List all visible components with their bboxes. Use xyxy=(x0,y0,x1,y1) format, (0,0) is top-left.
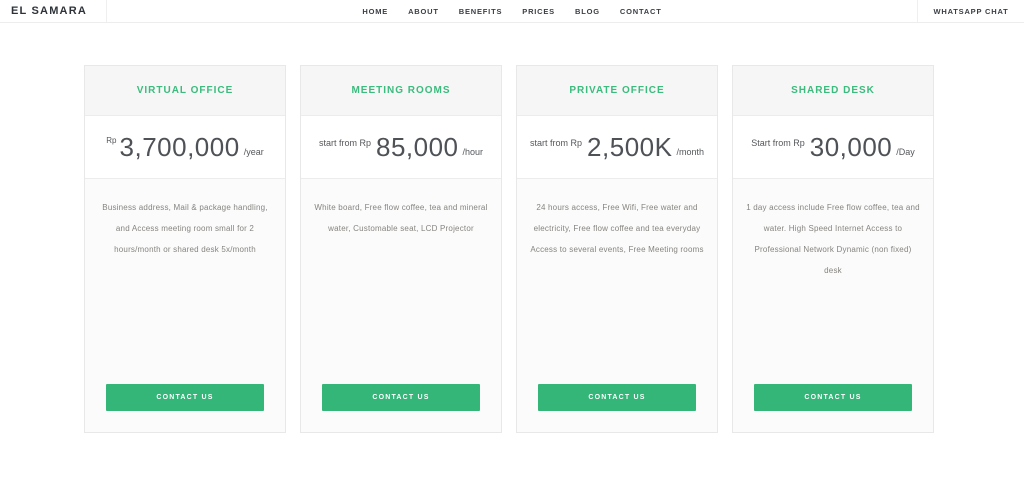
card-description: White board, Free flow coffee, tea and mineral water, Customable seat, LCD Projector xyxy=(314,203,488,233)
price-period: /Day xyxy=(896,147,915,157)
card-title: VIRTUAL OFFICE xyxy=(85,66,285,116)
pricing-card-virtual-office xyxy=(84,65,286,433)
price-amount: 3,700,000 xyxy=(119,132,240,162)
price-row xyxy=(517,116,717,179)
card-description: Business address, Mail & package handling, and Access meeting room small for 2 hours/month or shared desk 5x/month xyxy=(102,203,268,254)
price-row xyxy=(733,116,933,179)
card-description: 1 day access include Free flow coffee, tea and water. High Speed Internet Access to Professional Network Dynamic (non fixed) desk xyxy=(746,203,920,275)
nav-item-prices[interactable]: PRICES xyxy=(522,6,555,16)
pricing-card-shared-desk xyxy=(732,65,934,433)
card-title: MEETING ROOMS xyxy=(301,66,501,116)
card-body xyxy=(85,179,285,432)
pricing-card-meeting-rooms xyxy=(300,65,502,433)
contact-us-button[interactable]: CONTACT US xyxy=(754,384,912,411)
logo[interactable]: EL SAMARA xyxy=(0,0,107,22)
price-period: /hour xyxy=(462,147,484,157)
pricing-section xyxy=(0,23,1024,433)
card-title: PRIVATE OFFICE xyxy=(517,66,717,116)
price-amount: 2,500K xyxy=(587,132,673,162)
price-row xyxy=(85,116,285,179)
nav-item-about[interactable]: ABOUT xyxy=(408,6,439,16)
contact-us-button[interactable]: CONTACT US xyxy=(322,384,480,411)
price-period: /month xyxy=(676,147,704,157)
price-prefix: Start from Rp xyxy=(751,138,805,148)
top-nav-bar xyxy=(0,0,1024,23)
card-body xyxy=(733,179,933,432)
card-description: 24 hours access, Free Wifi, Free water and electricity, Free flow coffee and tea everyday Access to several events, Free Meeting rooms xyxy=(530,203,704,254)
price-amount: 30,000 xyxy=(809,132,893,162)
nav-item-contact[interactable]: CONTACT xyxy=(619,6,662,16)
price-row xyxy=(301,116,501,179)
price-period: /year xyxy=(243,147,264,157)
price-amount: 85,000 xyxy=(375,132,459,162)
card-body xyxy=(517,179,717,432)
card-body xyxy=(301,179,501,432)
pricing-card-private-office xyxy=(516,65,718,433)
card-title: SHARED DESK xyxy=(733,66,933,116)
price-prefix: start from Rp xyxy=(318,138,371,148)
nav-item-blog[interactable]: BLOG xyxy=(575,6,600,16)
main-nav xyxy=(362,7,661,16)
price-prefix: Rp xyxy=(106,135,117,145)
whatsapp-chat-button[interactable]: WHATSAPP CHAT xyxy=(917,0,1024,22)
nav-item-home[interactable]: HOME xyxy=(362,6,389,16)
contact-us-button[interactable]: CONTACT US xyxy=(106,384,264,411)
contact-us-button[interactable]: CONTACT US xyxy=(538,384,696,411)
price-prefix: start from Rp xyxy=(530,138,583,148)
nav-item-benefits[interactable]: BENEFITS xyxy=(458,6,503,16)
